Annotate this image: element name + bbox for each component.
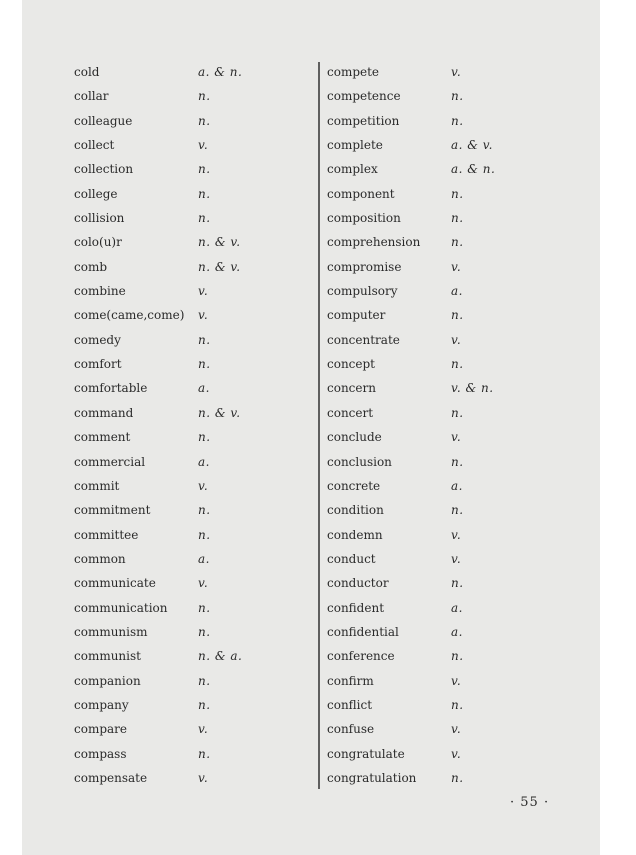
vocabulary-entry xyxy=(327,84,567,108)
vocabulary-entry xyxy=(327,425,567,449)
vocabulary-entry xyxy=(74,766,314,790)
vocabulary-entry xyxy=(74,109,314,133)
entry-word: committee xyxy=(74,527,139,542)
vocabulary-entry xyxy=(327,474,567,498)
vocabulary-entry xyxy=(327,303,567,327)
vocabulary-entry xyxy=(327,450,567,474)
entry-word: colo(u)r xyxy=(74,235,122,250)
vocabulary-entry xyxy=(74,84,314,108)
entry-word: communism xyxy=(74,624,148,639)
entry-word: condition xyxy=(327,503,384,518)
entry-part-of-speech: n. xyxy=(451,308,464,323)
entry-word: comprehension xyxy=(327,235,421,250)
entry-part-of-speech: v. & n. xyxy=(451,381,494,396)
entry-part-of-speech: a. xyxy=(451,600,463,615)
entry-word: compare xyxy=(74,722,127,737)
entry-part-of-speech: n. xyxy=(451,503,464,518)
entry-part-of-speech: n. xyxy=(198,697,211,712)
vocabulary-entry xyxy=(74,425,314,449)
vocabulary-entry xyxy=(74,328,314,352)
entry-part-of-speech: n. & v. xyxy=(198,259,241,274)
vocabulary-entry xyxy=(74,620,314,644)
vocabulary-entry xyxy=(327,376,567,400)
vocabulary-entry xyxy=(74,255,314,279)
vocabulary-entry xyxy=(74,60,314,84)
vocabulary-entry xyxy=(74,717,314,741)
entry-part-of-speech: n. xyxy=(198,162,211,177)
vocabulary-entry xyxy=(327,230,567,254)
entry-part-of-speech: a. & v. xyxy=(451,138,493,153)
entry-part-of-speech: n. xyxy=(198,503,211,518)
entry-word: comment xyxy=(74,430,131,445)
vocabulary-entry xyxy=(74,644,314,668)
entry-word: collection xyxy=(74,162,134,177)
vocabulary-entry xyxy=(327,571,567,595)
vocabulary-entry xyxy=(74,279,314,303)
vocabulary-entry xyxy=(327,644,567,668)
entry-word: compromise xyxy=(327,259,402,274)
entry-part-of-speech: n. xyxy=(198,113,211,128)
entry-part-of-speech: n. xyxy=(451,89,464,104)
entry-part-of-speech: v. xyxy=(198,478,209,493)
entry-part-of-speech: a. & n. xyxy=(198,65,243,79)
entry-word: communicate xyxy=(74,576,156,591)
entry-part-of-speech: n. xyxy=(451,697,464,712)
entry-word: commercial xyxy=(74,454,146,469)
entry-part-of-speech: n. xyxy=(198,673,211,688)
entry-word: concern xyxy=(327,381,376,396)
entry-word: concert xyxy=(327,405,374,420)
entry-word: complex xyxy=(327,162,378,177)
entry-word: compensate xyxy=(74,770,148,785)
entry-word: company xyxy=(74,697,129,712)
entry-word: college xyxy=(74,186,118,201)
vocabulary-entry xyxy=(74,669,314,693)
entry-word: commit xyxy=(74,478,120,493)
entry-part-of-speech: v. xyxy=(451,722,462,737)
entry-part-of-speech: v. xyxy=(451,430,462,445)
vocabulary-entry xyxy=(327,401,567,425)
vocabulary-entry xyxy=(327,717,567,741)
entry-word: compulsory xyxy=(327,284,398,299)
entry-part-of-speech: a. xyxy=(451,284,463,299)
entry-word: conference xyxy=(327,649,395,664)
entry-word: companion xyxy=(74,673,141,688)
entry-part-of-speech: n. & v. xyxy=(198,235,241,250)
entry-word: confident xyxy=(327,600,385,615)
entry-part-of-speech: n. xyxy=(451,357,464,372)
entry-part-of-speech: a. xyxy=(451,478,463,493)
left-word-column xyxy=(74,60,314,790)
entry-part-of-speech: n. xyxy=(198,89,211,104)
vocabulary-entry xyxy=(74,182,314,206)
vocabulary-entry xyxy=(74,596,314,620)
entry-part-of-speech: n. xyxy=(198,186,211,201)
entry-word: collar xyxy=(74,89,109,104)
entry-word: common xyxy=(74,551,126,566)
vocabulary-entry xyxy=(74,498,314,522)
vocabulary-entry xyxy=(327,60,567,84)
entry-word: conductor xyxy=(327,576,389,591)
entry-word: cold xyxy=(74,65,100,79)
entry-part-of-speech: a. & n. xyxy=(451,162,496,177)
entry-word: composition xyxy=(327,211,401,226)
entry-word: competition xyxy=(327,113,400,128)
right-word-column xyxy=(327,60,567,790)
entry-part-of-speech: a. xyxy=(198,381,210,396)
entry-word: conduct xyxy=(327,551,376,566)
entry-part-of-speech: v. xyxy=(198,138,209,153)
entry-part-of-speech: n. xyxy=(198,332,211,347)
entry-word: commitment xyxy=(74,503,151,518)
dictionary-page xyxy=(22,0,600,855)
vocabulary-entry xyxy=(327,693,567,717)
entry-part-of-speech: n. xyxy=(451,235,464,250)
vocabulary-entry xyxy=(74,450,314,474)
vocabulary-entry xyxy=(74,401,314,425)
entry-part-of-speech: v. xyxy=(451,673,462,688)
vocabulary-entry xyxy=(327,255,567,279)
vocabulary-entry xyxy=(327,109,567,133)
entry-word: communication xyxy=(74,600,168,615)
vocabulary-entry xyxy=(74,157,314,181)
vocabulary-entry xyxy=(327,547,567,571)
entry-word: confuse xyxy=(327,722,375,737)
entry-word: computer xyxy=(327,308,386,323)
entry-part-of-speech: v. xyxy=(198,576,209,591)
entry-part-of-speech: v. xyxy=(198,308,209,323)
entry-part-of-speech: n. & v. xyxy=(198,405,241,420)
entry-part-of-speech: n. xyxy=(198,746,211,761)
entry-part-of-speech: n. xyxy=(451,211,464,226)
entry-word: conclude xyxy=(327,430,382,445)
vocabulary-entry xyxy=(327,742,567,766)
vocabulary-entry xyxy=(74,303,314,327)
entry-word: communist xyxy=(74,649,141,664)
entry-word: conflict xyxy=(327,697,373,712)
entry-part-of-speech: n. xyxy=(451,649,464,664)
entry-word: condemn xyxy=(327,527,383,542)
entry-word: confirm xyxy=(327,673,374,688)
entry-part-of-speech: a. xyxy=(451,624,463,639)
entry-word: concrete xyxy=(327,478,381,493)
vocabulary-entry xyxy=(327,352,567,376)
vocabulary-entry xyxy=(327,328,567,352)
entry-word: component xyxy=(327,186,395,201)
entry-word: collision xyxy=(74,211,125,226)
entry-part-of-speech: n. xyxy=(198,211,211,226)
entry-word: compass xyxy=(74,746,127,761)
entry-word: command xyxy=(74,405,134,420)
entry-part-of-speech: n. xyxy=(451,454,464,469)
vocabulary-entry xyxy=(74,376,314,400)
vocabulary-entry xyxy=(74,474,314,498)
entry-part-of-speech: v. xyxy=(451,746,462,761)
vocabulary-entry xyxy=(327,182,567,206)
entry-part-of-speech: n. xyxy=(451,113,464,128)
vocabulary-entry xyxy=(74,571,314,595)
vocabulary-entry xyxy=(327,523,567,547)
entry-part-of-speech: n. xyxy=(198,357,211,372)
entry-word: compete xyxy=(327,65,380,79)
entry-part-of-speech: n. xyxy=(451,405,464,420)
entry-word: complete xyxy=(327,138,383,153)
entry-part-of-speech: a. xyxy=(198,454,210,469)
entry-word: come(came,come) xyxy=(74,308,185,323)
entry-word: comedy xyxy=(74,332,121,347)
entry-part-of-speech: v. xyxy=(451,259,462,274)
entry-word: colleague xyxy=(74,113,133,128)
entry-word: competence xyxy=(327,89,401,104)
vocabulary-entry xyxy=(74,230,314,254)
entry-part-of-speech: v. xyxy=(451,332,462,347)
vocabulary-entry xyxy=(74,523,314,547)
entry-word: comb xyxy=(74,259,108,274)
vocabulary-entry xyxy=(327,620,567,644)
entry-part-of-speech: a. xyxy=(198,551,210,566)
entry-part-of-speech: v. xyxy=(198,722,209,737)
entry-part-of-speech: n. xyxy=(451,576,464,591)
entry-word: concept xyxy=(327,357,375,372)
entry-part-of-speech: n. & a. xyxy=(198,649,243,664)
entry-word: concentrate xyxy=(327,332,400,347)
vocabulary-entry xyxy=(327,669,567,693)
entry-part-of-speech: v. xyxy=(451,551,462,566)
entry-word: combine xyxy=(74,284,126,299)
entry-part-of-speech: n. xyxy=(198,527,211,542)
vocabulary-entry xyxy=(327,498,567,522)
entry-word: comfort xyxy=(74,357,122,372)
entry-part-of-speech: v. xyxy=(198,284,209,299)
entry-word: congratulation xyxy=(327,770,417,785)
entry-part-of-speech: n. xyxy=(451,770,464,785)
vocabulary-entry xyxy=(327,766,567,790)
entry-part-of-speech: v. xyxy=(451,527,462,542)
entry-part-of-speech: v. xyxy=(451,65,462,79)
entry-word: conclusion xyxy=(327,454,392,469)
vocabulary-entry xyxy=(74,206,314,230)
vocabulary-entry xyxy=(74,133,314,157)
entry-word: comfortable xyxy=(74,381,148,396)
entry-word: collect xyxy=(74,138,115,153)
vocabulary-entry xyxy=(327,206,567,230)
vocabulary-entry xyxy=(74,693,314,717)
vocabulary-entry xyxy=(74,352,314,376)
vocabulary-entry xyxy=(74,742,314,766)
entry-part-of-speech: n. xyxy=(198,430,211,445)
vocabulary-entry xyxy=(327,133,567,157)
entry-part-of-speech: n. xyxy=(451,186,464,201)
entry-part-of-speech: n. xyxy=(198,600,211,615)
column-divider xyxy=(318,62,320,789)
entry-part-of-speech: v. xyxy=(198,770,209,785)
vocabulary-entry xyxy=(327,596,567,620)
vocabulary-entry xyxy=(327,157,567,181)
page-number: · 55 · xyxy=(510,795,550,810)
vocabulary-entry xyxy=(327,279,567,303)
entry-word: congratulate xyxy=(327,746,405,761)
entry-part-of-speech: n. xyxy=(198,624,211,639)
entry-word: confidential xyxy=(327,624,399,639)
vocabulary-entry xyxy=(74,547,314,571)
